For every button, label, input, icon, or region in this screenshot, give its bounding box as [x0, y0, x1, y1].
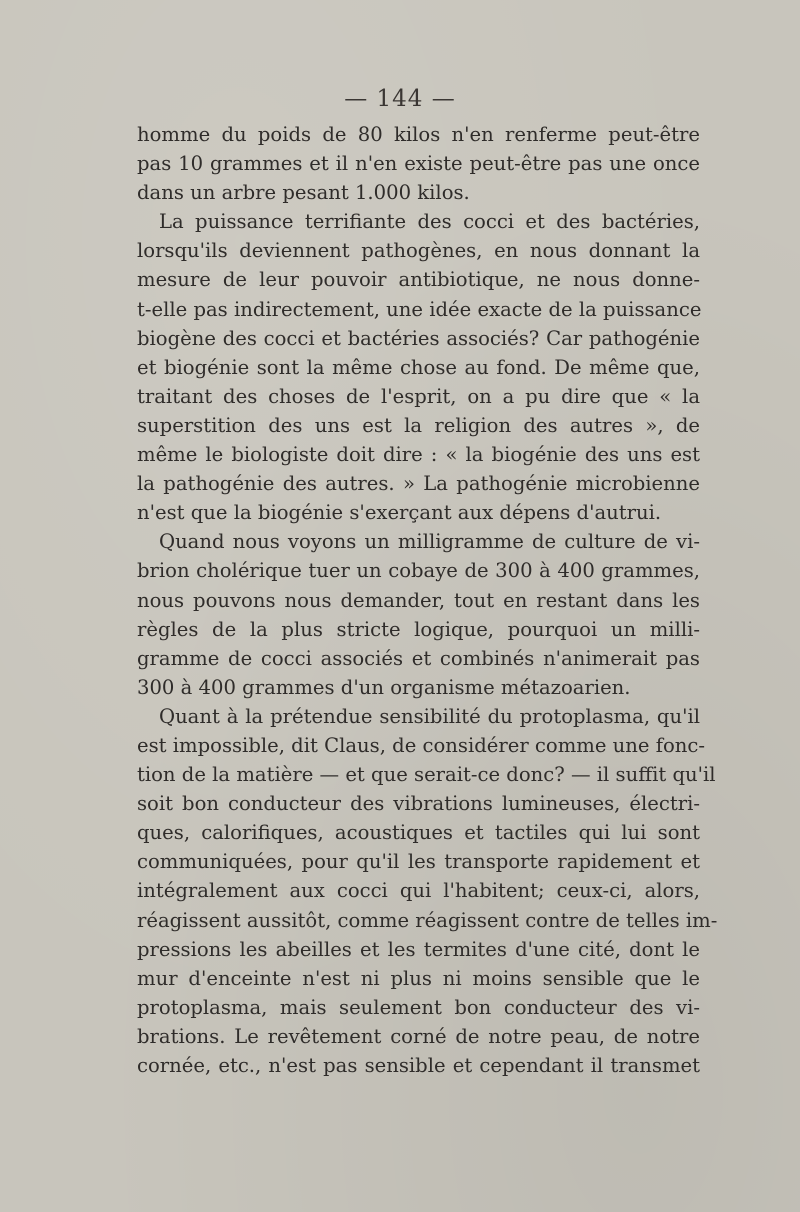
text-line: pressions les abeilles et les termites d'une cité, dont le: [137, 937, 700, 961]
text-line: est impossible, dit Claus, de considérer comme une fonc-: [137, 733, 706, 757]
text-line: brations. Le revêtement corné de notre peau, de notre: [137, 1024, 700, 1048]
text-line: ques, calorifiques, acoustiques et tactiles qui lui sont: [137, 821, 700, 845]
text-line: la pathogénie des autres. » La pathogénie microbienne: [137, 472, 700, 496]
text-line: brion cholérique tuer un cobaye de 300 à 400 grammes,: [137, 559, 700, 583]
text-line: règles de la plus stricte logique, pourquoi un milli-: [137, 617, 700, 641]
text-line: traitant des choses de l'esprit, on a pu dire que « la: [137, 384, 700, 408]
text-line: biogène des cocci et bactéries associés? Car pathogénie: [137, 326, 700, 350]
text-line: tion de la matière — et que serait-ce donc? — il suffit qu'il: [137, 763, 716, 787]
text-line: réagissent aussitôt, comme réagissent contre de telles im-: [137, 908, 718, 932]
text-line: pas 10 grammes et il n'en existe peut-être pas une once: [137, 152, 700, 176]
text-line: et biogénie sont la même chose au fond. De même que,: [137, 355, 700, 379]
text-line: superstition des uns est la religion des autres », de: [137, 413, 700, 437]
text-line: Quand nous voyons un milligramme de culture de vi-: [159, 530, 700, 554]
text-line: mesure de leur pouvoir antibiotique, ne nous donne-: [137, 268, 700, 292]
text-line: dans un arbre pesant 1.000 kilos.: [137, 181, 470, 205]
page-number: — 144 —: [344, 86, 456, 112]
text-line: protoplasma, mais seulement bon conducteur des vi-: [137, 995, 700, 1019]
text-line: soit bon conducteur des vibrations lumineuses, électri-: [137, 792, 700, 816]
text-line: Quant à la prétendue sensibilité du protoplasma, qu'il: [159, 704, 700, 728]
text-line: nous pouvons nous demander, tout en restant dans les: [137, 588, 700, 612]
text-line: mur d'enceinte n'est ni plus ni moins sensible que le: [137, 966, 700, 990]
text-line: cornée, etc., n'est pas sensible et cependant il transmet: [137, 1054, 700, 1077]
text-line: 300 à 400 grammes d'un organisme métazoarien.: [137, 675, 631, 699]
text-line: gramme de cocci associés et combinés n'animerait pas: [137, 646, 700, 670]
text-line: La puissance terrifiante des cocci et des bactéries,: [159, 210, 700, 234]
text-line: n'est que la biogénie s'exerçant aux dépens d'autrui.: [137, 501, 662, 525]
text-line: t-elle pas indirectement, une idée exacte de la puissance: [137, 297, 702, 321]
text-line: intégralement aux cocci qui l'habitent; ceux-ci, alors,: [137, 879, 700, 903]
body-text: [137, 120, 718, 1080]
text-line: homme du poids de 80 kilos n'en renferme peut-être: [137, 123, 700, 146]
text-line: lorsqu'ils deviennent pathogènes, en nous donnant la: [137, 239, 700, 263]
text-line: même le biologiste doit dire : « la biogénie des uns est: [137, 443, 700, 467]
text-line: communiquées, pour qu'il les transporte rapidement et: [137, 850, 700, 874]
